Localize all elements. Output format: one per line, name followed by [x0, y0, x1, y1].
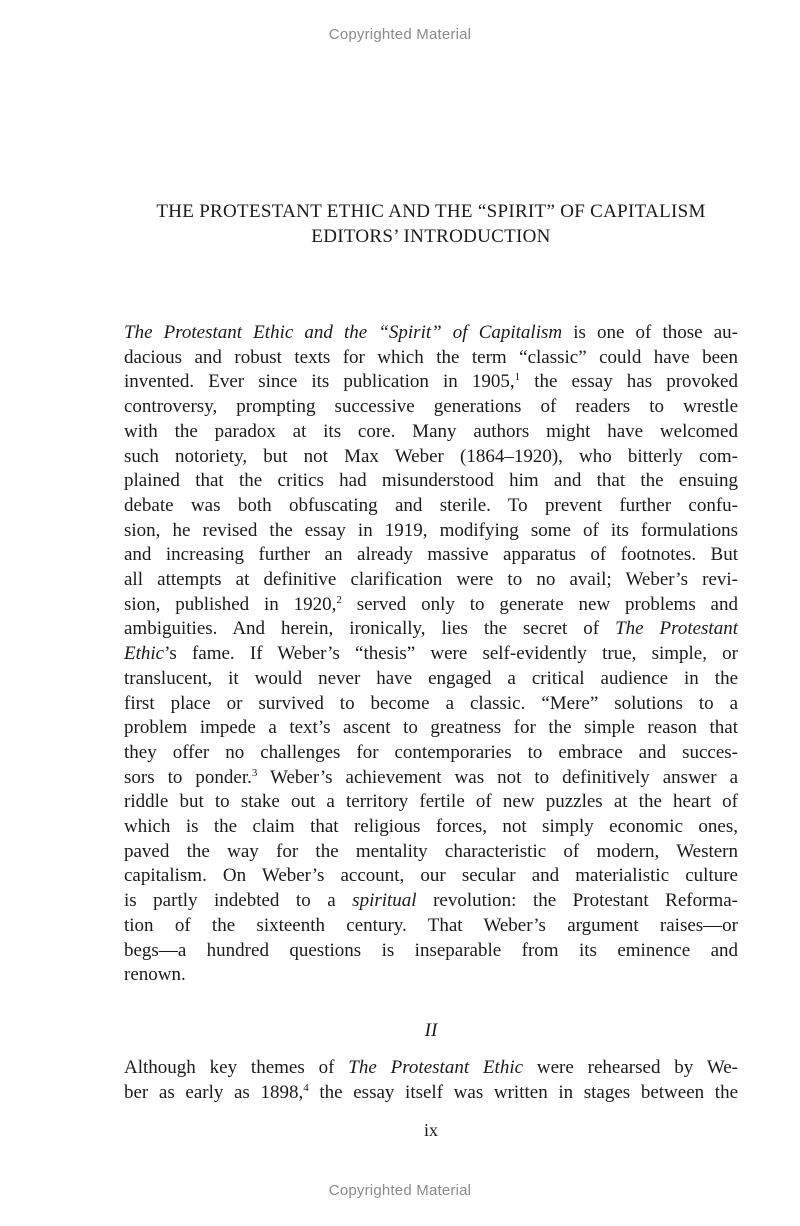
- text-line: all attempts at definitive clarification were to no avail; Weber’s revi-: [124, 569, 738, 591]
- text-line: Ethic’s fame. If Weber’s “thesis” were self-evidently true, simple, or: [124, 643, 738, 665]
- text-line: capitalism. On Weber’s account, our secular and materialistic culture: [124, 865, 738, 887]
- text-line: first place or survived to become a classic. “Mere” solutions to a: [124, 692, 738, 714]
- text-line: and increasing further an already massive apparatus of footnotes. But: [124, 544, 738, 566]
- paragraph-2: [124, 1056, 738, 1105]
- paragraph-1: [124, 321, 738, 988]
- text-line: tion of the sixteenth century. That Weber’s argument raises—or: [124, 914, 738, 936]
- text-line: plained that the critics had misunderstood him and that the ensuing: [124, 470, 738, 492]
- chapter-title: THE PROTESTANT ETHIC AND THE “SPIRIT” OF CAPITALISM: [156, 201, 706, 222]
- text-line: begs—a hundred questions is inseparable from its eminence and: [124, 939, 738, 961]
- text-line: translucent, it would never have engaged a critical audience in the: [124, 667, 738, 689]
- text-line: with the paradox at its core. Many authors might have welcomed: [124, 420, 738, 442]
- copyright-watermark-bottom: Copyrighted Material: [328, 1182, 472, 1199]
- footnote-marker: 2: [336, 593, 342, 606]
- text-line: The Protestant Ethic and the “Spirit” of Capitalism is one of those au-: [124, 322, 738, 343]
- text-line: paved the way for the mentality characteristic of modern, Western: [124, 840, 738, 862]
- page-number: ix: [423, 1120, 438, 1140]
- text-line: riddle but to stake out a territory fertile of new puzzles at the heart of: [124, 791, 738, 813]
- section-number: II: [424, 1020, 438, 1041]
- text-line: such notoriety, but not Max Weber (1864–1920), who bitterly com-: [124, 445, 738, 467]
- chapter-subtitle: EDITORS’ INTRODUCTION: [311, 226, 551, 247]
- text-line: debate was both obfuscating and sterile. To prevent further confu-: [124, 494, 738, 516]
- footnote-marker: 3: [251, 766, 258, 779]
- text-line: ambiguities. And herein, ironically, lies the secret of The Protestant: [124, 618, 738, 640]
- text-line: Although key themes of The Protestant Ethic were rehearsed by We-: [124, 1057, 738, 1078]
- text-line: problem impede a text’s ascent to greatness for the simple reason that: [124, 717, 738, 739]
- text-line: which is the claim that religious forces, not simply economic ones,: [124, 816, 738, 838]
- text-line: sion, he revised the essay in 1919, modifying some of its formulations: [124, 519, 738, 541]
- footnote-marker: 4: [303, 1081, 309, 1094]
- text-line: controversy, prompting successive generations of readers to wrestle: [124, 396, 738, 418]
- footnote-marker: 1: [514, 371, 521, 384]
- text-line: sion, published in 1920,$^2$ served only to generate new problems and: [124, 593, 738, 615]
- text-line: sors to ponder.$^3$ Weber’s achievement was not to definitively answer a: [124, 766, 739, 788]
- text-line: dacious and robust texts for which the term “classic” could have been: [124, 346, 738, 368]
- copyright-watermark-top: Copyrighted Material: [328, 26, 472, 43]
- text-line: ber as early as 1898,$^4$ the essay itself was written in stages between the: [124, 1081, 739, 1103]
- text-line: invented. Ever since its publication in 1905,$^1$ the essay has provoked: [124, 371, 738, 393]
- text-line: they offer no challenges for contemporaries to embrace and succes-: [124, 741, 738, 763]
- text-line: is partly indebted to a spiritual revolution: the Protestant Reforma-: [124, 890, 738, 912]
- text-line: renown.: [124, 964, 186, 986]
